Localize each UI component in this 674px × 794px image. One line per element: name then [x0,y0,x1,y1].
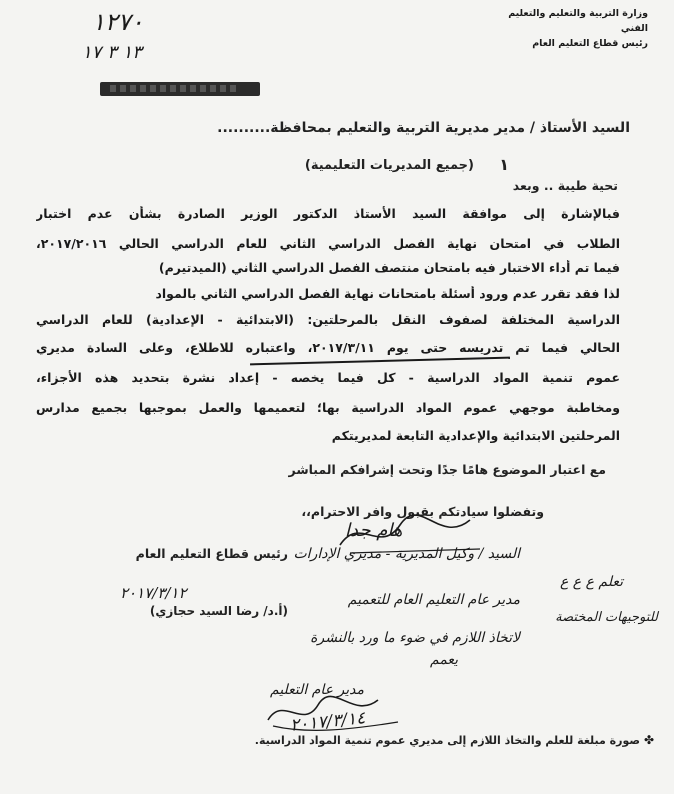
hand-note-line1: السيد / وكيل المديرية - مديري الإدارات [293,546,520,562]
paragraph1-line3: فيما تم أداء الاختبار فيه بامتحان منتصف الفصل الدراسي الثاني (الميدتيرم) [158,260,620,275]
hand-note-line3: لاتخاذ اللازم في ضوء ما ورد بالنشرة [310,630,520,646]
hand-signature-text: مدير عام التعليم [270,682,364,698]
hand-date: ٢٠١٧/٣/١٢ [120,584,187,602]
incoming-date: ١٣ ٣ ١٧ [82,42,142,63]
signer-name: (أ.د/ رضا السيد حجازي) [149,604,288,618]
paragraph1-line2: الطلاب في امتحان نهاية الفصل الدراسي الثاني للعام الدراسي الحالي ٢٠١٧/٢٠١٦، [36,236,620,251]
greeting: تحية طيبة .. وبعد [512,178,618,193]
signature-scribble-2 [258,690,408,740]
addressee-line: السيد الأستاذ / مدير مديرية التربية والتعليم بمحافظة.......... [217,120,630,136]
redacted-stamp [100,82,260,96]
paragraph2-line3: الحالي فيما تم تدريسه حتى يوم ٢٠١٧/٣/١١، واعتباره للاطلاع، وعلى السادة مديري [36,340,620,355]
paragraph2-line1: لذا فقد تقرر عدم ورود أسئلة بامتحانات نهاية الفصل الدراسي الثاني بالمواد [155,286,620,301]
hand-side-note1: تعلم ع ع ع [560,574,624,590]
hand-date2: ٢٠١٧/٣/١٤ [289,708,367,736]
handwritten-underline [250,357,510,366]
hand-note-line4: يعمم [430,652,459,668]
footer-copy-note: صورة مبلغة للعلم والتخاذ اللازم إلى مديري عموم تنمية المواد الدراسية. [254,734,640,747]
closing-line1: مع اعتبار الموضوع هامًا جدًا وتحت إشرافكم المباشر [288,462,606,477]
org-header [498,6,648,51]
incoming-number: ١٢٧٠ [92,8,144,36]
footer-bullet-icon: ✤ [643,733,654,747]
paragraph2-line5: ومخاطبة موجهي عموم المواد الدراسية بها؛ لتعميمها والعمل بموجبها بجميع مدارس [36,400,620,415]
hand-note-top: هام جدا [345,520,403,541]
ministry-name: وزارة التربية والتعليم والتعليم الفني [508,8,648,34]
mark-tick: ١ [499,155,509,174]
sector-head: رئيس قطاع التعليم العام [532,38,648,49]
all-directorates: (جميع المديريات التعليمية) [304,158,474,173]
paragraph1-line1: فبالإشارة إلى موافقة السيد الأستاذ الدكتور الوزير الصادرة بشأن عدم اختبار [36,206,620,221]
hand-note-line2: مدير عام التعليم العام للتعميم [347,592,520,608]
signature-scribble [330,505,490,565]
paragraph2-line4: عموم تنمية المواد الدراسية - كل فيما يخصه - إعداد نشرة بتحديد هذه الأجزاء، [36,370,620,385]
hand-side-note2: للتوجيهات المختصة [555,610,658,625]
closing-line2: وتفضلوا سيادتكم بقبول وافر الاحترام،، [301,504,544,519]
signer-title: رئيس قطاع التعليم العام [135,546,288,561]
paragraph2-line6: المرحلتين الابتدائية والإعدادية التابعة لمديريتكم [331,428,620,443]
paragraph2-line2: الدراسية المختلفة لصفوف النقل بالمرحلتين: (الابتدائية - الإعدادية) للعام الدراسي [36,312,620,327]
